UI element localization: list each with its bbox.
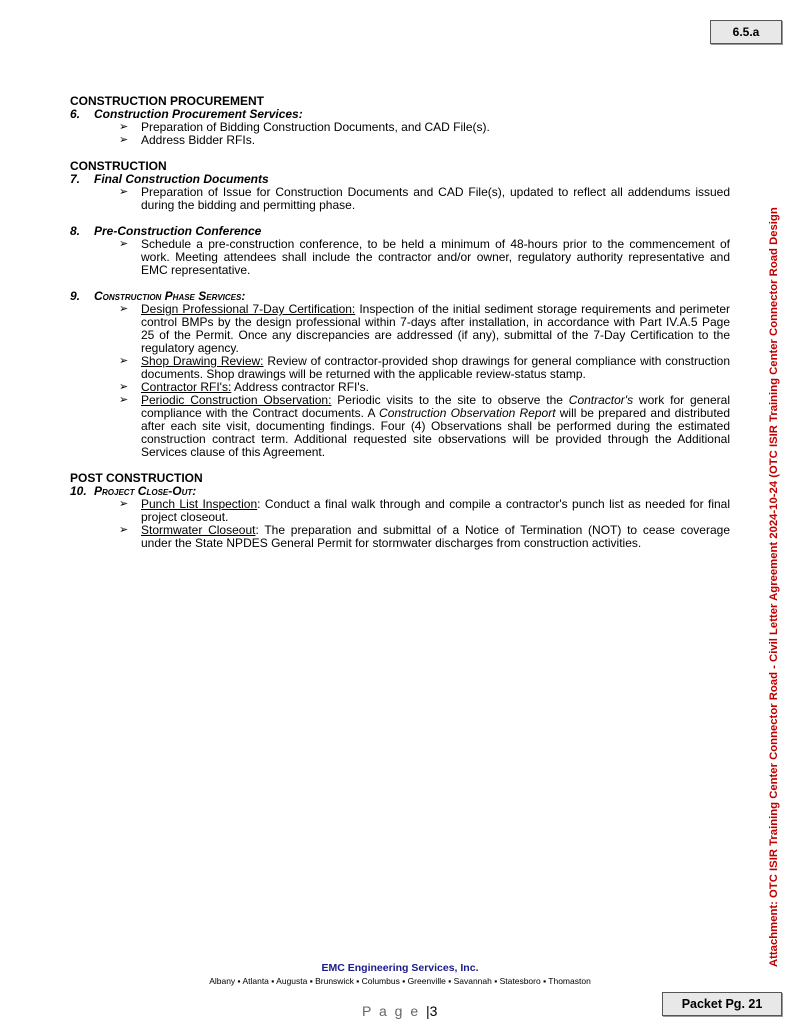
list-item: ➢ Preparation of Bidding Construction Documents, and CAD File(s). xyxy=(119,120,490,134)
bullet-arrow-icon: ➢ xyxy=(119,381,129,393)
footer-company: EMC Engineering Services, Inc. xyxy=(321,962,479,974)
bullet-arrow-icon: ➢ xyxy=(119,238,129,250)
list-item: ➢ Contractor RFI's: Address contractor RFI's. xyxy=(119,380,369,394)
item10-title: 10. Project Close-Out: xyxy=(70,484,197,498)
bullet-arrow-icon: ➢ xyxy=(119,355,129,367)
item7-title: 7. Final Construction Documents xyxy=(70,172,269,186)
list-item: ➢ Periodic Construction Observation: Periodic visits to the site to observe the Contractor's work for general compliance with the Contract documents. A Construction Observation Report will be prepared and distributed after each site visit, documenting findings. Four (4) Observations shall be performed during the estimated construction contract term. Additional requested site observations will be provided through the Additional Services clause of this Agreement. xyxy=(119,393,730,459)
bullet-arrow-icon: ➢ xyxy=(119,186,129,198)
list-item: ➢ Punch List Inspection: Conduct a final walk through and compile a contractor's punch list as needed for final project closeout. xyxy=(119,497,730,524)
item8-list xyxy=(70,238,730,277)
item9-list xyxy=(70,303,730,459)
item8-title: 8. Pre-Construction Conference xyxy=(70,224,262,238)
bullet-arrow-icon: ➢ xyxy=(119,498,129,510)
item10-list xyxy=(70,498,730,550)
footer-offices: Albany ▪ Atlanta ▪ Augusta ▪ Brunswick ▪ Columbus ▪ Greenville ▪ Savannah ▪ Statesboro ▪ Thomaston xyxy=(209,976,591,986)
packet-page-label: Packet Pg. 21 xyxy=(662,992,782,1016)
bullet-arrow-icon: ➢ xyxy=(119,134,129,146)
construction-heading: CONSTRUCTION xyxy=(70,159,167,173)
item7-list xyxy=(70,186,730,212)
page-number: P a g e |3 xyxy=(362,1003,438,1019)
item6-title: 6. Construction Procurement Services: xyxy=(70,107,303,121)
item9-title: 9. Construction Phase Services: xyxy=(70,289,246,303)
attachment-side-label: Attachment: OTC ISIR Training Center Connector Road - Civil Letter Agreement 2024-10-24 (OTC ISIR Training Center Connector Road Design xyxy=(768,207,780,967)
bullet-arrow-icon: ➢ xyxy=(119,303,129,315)
list-item: ➢ Schedule a pre-construction conference, to be held a minimum of 48-hours prior to the commencement of work. Meeting attendees shall include the contractor and/or owner, regulatory authority representative and EMC representative. xyxy=(119,237,730,277)
bullet-arrow-icon: ➢ xyxy=(119,394,129,406)
bullet-arrow-icon: ➢ xyxy=(119,524,129,536)
list-item: ➢ Address Bidder RFIs. xyxy=(119,133,256,147)
post-construction-heading: POST CONSTRUCTION xyxy=(70,471,203,485)
section-tag: 6.5.a xyxy=(710,20,782,44)
document-body xyxy=(70,95,730,550)
list-item: ➢ Stormwater Closeout: The preparation and submittal of a Notice of Termination (NOT) to cease coverage under the State NPDES General Permit for stormwater discharges from construction activities. xyxy=(119,523,730,550)
list-item: ➢ Preparation of Issue for Construction Documents and CAD File(s), updated to reflect all addendums issued during the bidding and permitting phase. xyxy=(119,185,730,212)
bullet-arrow-icon: ➢ xyxy=(119,121,129,133)
list-item: ➢ Design Professional 7-Day Certification: Inspection of the initial sediment storage requirements and perimeter control BMPs by the design professional within 7-days after installation, in accordance with Part IV.A.5 Page 25 of the Permit. Once any discrepancies are addressed (if any), submittal of the 7-Day Certification to the regulatory agency. xyxy=(119,302,731,355)
list-item: ➢ Shop Drawing Review: Review of contractor-provided shop drawings for general compliance with construction documents. Shop drawings will be returned with the applicable review-status stamp. xyxy=(119,354,730,381)
item6-list xyxy=(70,121,730,147)
procurement-heading: CONSTRUCTION PROCUREMENT xyxy=(70,94,264,108)
